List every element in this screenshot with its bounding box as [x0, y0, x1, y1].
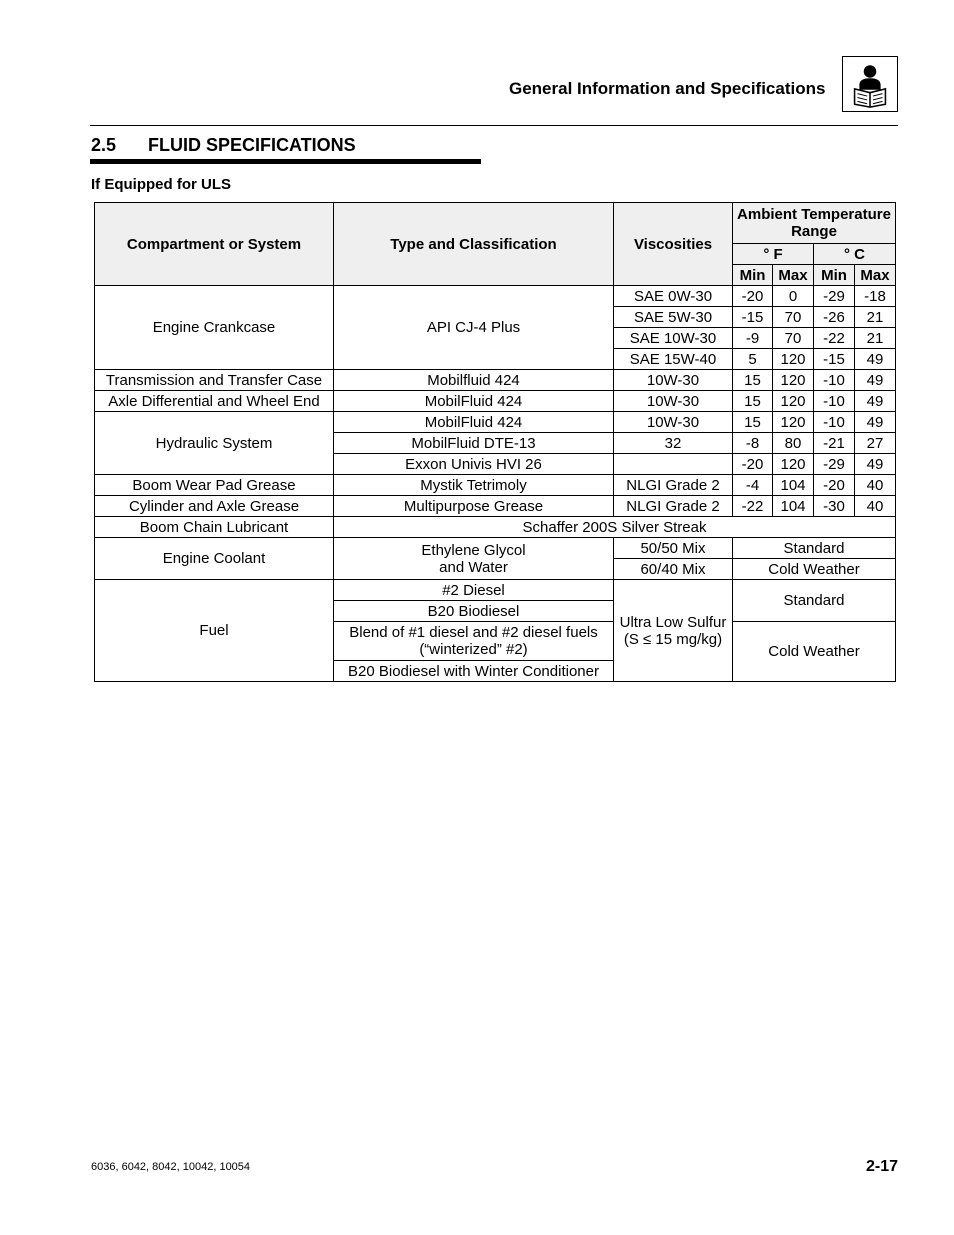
viscosity-cell: 32: [614, 433, 733, 454]
viscosity-cell: SAE 10W-30: [614, 328, 733, 349]
temp-cell: 15: [733, 412, 773, 433]
temp-cell: -21: [814, 433, 855, 454]
type-cell: Multipurpose Grease: [334, 496, 614, 517]
temp-cell: 15: [733, 370, 773, 391]
temp-cell: -10: [814, 391, 855, 412]
type-cell: API CJ-4 Plus: [334, 286, 614, 370]
table-row: [95, 475, 896, 496]
temp-cell: -10: [814, 412, 855, 433]
type-line: and Water: [439, 558, 508, 576]
temp-cell: -8: [733, 433, 773, 454]
compartment-cell: Axle Differential and Wheel End: [95, 391, 334, 412]
page-number: 2-17: [865, 1158, 898, 1175]
temp-cell: 5: [733, 349, 773, 370]
viscosity-cell: [614, 454, 733, 475]
viscosity-cell: 10W-30: [614, 391, 733, 412]
table-row: [95, 286, 896, 307]
temp-cell: 104: [773, 496, 814, 517]
header-max: Max: [855, 265, 896, 286]
type-cell: MobilFluid 424: [334, 412, 614, 433]
header-viscosities: Viscosities: [614, 203, 733, 286]
header-fahrenheit: ° F: [733, 244, 814, 265]
header-row: [95, 203, 896, 244]
temp-cell: -26: [814, 307, 855, 328]
compartment-cell: Engine Coolant: [95, 538, 334, 580]
reader-book-icon: [842, 56, 898, 112]
temp-cell: 120: [773, 349, 814, 370]
compartment-cell: Hydraulic System: [95, 412, 334, 475]
viscosity-line: Ultra Low Sulfur: [619, 613, 727, 631]
temp-cell: 70: [773, 307, 814, 328]
type-cell: MobilFluid 424: [334, 391, 614, 412]
compartment-cell: Boom Wear Pad Grease: [95, 475, 334, 496]
temp-cell: 0: [773, 286, 814, 307]
compartment-cell: Fuel: [95, 580, 334, 682]
type-cell: [334, 538, 614, 580]
type-line: Ethylene Glycol: [421, 541, 526, 559]
temp-cell: 80: [773, 433, 814, 454]
temp-cell: 27: [855, 433, 896, 454]
temp-cell: 49: [855, 370, 896, 391]
temp-cell: -15: [814, 349, 855, 370]
compartment-cell: Transmission and Transfer Case: [95, 370, 334, 391]
viscosity-cell: NLGI Grade 2: [614, 475, 733, 496]
temp-cell: -29: [814, 286, 855, 307]
viscosity-cell: [614, 580, 733, 682]
temp-cell: 104: [773, 475, 814, 496]
range-cell: Standard: [733, 538, 896, 559]
temp-cell: -22: [733, 496, 773, 517]
temp-cell: -10: [814, 370, 855, 391]
viscosity-cell: SAE 0W-30: [614, 286, 733, 307]
temp-cell: 21: [855, 328, 896, 349]
temp-cell: -15: [733, 307, 773, 328]
header-rule: [90, 125, 898, 126]
section-title: FLUID SPECIFICATIONS: [148, 135, 356, 155]
viscosity-cell: SAE 5W-30: [614, 307, 733, 328]
temp-cell: 120: [773, 454, 814, 475]
temp-cell: 15: [733, 391, 773, 412]
type-line: Blend of #1 diesel and #2 diesel fuels: [349, 624, 598, 641]
footer-models: 6036, 6042, 8042, 10042, 10054: [91, 1161, 251, 1173]
type-cell: B20 Biodiesel: [334, 601, 614, 622]
viscosity-cell: 10W-30: [614, 412, 733, 433]
temp-cell: 49: [855, 454, 896, 475]
table-row: [95, 391, 896, 412]
temp-cell: -20: [733, 454, 773, 475]
table-row: [95, 517, 896, 538]
viscosity-cell: SAE 15W-40: [614, 349, 733, 370]
temp-cell: 120: [773, 412, 814, 433]
viscosity-cell: NLGI Grade 2: [614, 496, 733, 517]
temp-cell: 120: [773, 370, 814, 391]
compartment-cell: Cylinder and Axle Grease: [95, 496, 334, 517]
viscosity-line: (S ≤ 15 mg/kg): [623, 630, 723, 648]
header-celsius: ° C: [814, 244, 896, 265]
temp-cell: 120: [773, 391, 814, 412]
temp-cell: 49: [855, 412, 896, 433]
range-cell: Cold Weather: [733, 622, 896, 682]
section-number: 2.5: [91, 135, 117, 155]
temp-cell: 40: [855, 496, 896, 517]
table-row: [95, 370, 896, 391]
temp-cell: -20: [814, 475, 855, 496]
header-type: Type and Classification: [334, 203, 614, 286]
viscosity-cell: 60/40 Mix: [614, 559, 733, 580]
temp-cell: -9: [733, 328, 773, 349]
viscosity-cell: 50/50 Mix: [614, 538, 733, 559]
section-rule: [90, 159, 481, 164]
section-heading: [91, 135, 356, 156]
table-row: [95, 538, 896, 559]
type-cell: [334, 622, 614, 661]
table-row: [95, 496, 896, 517]
page-header-title: General Information and Specifications: [509, 79, 826, 98]
temp-cell: 21: [855, 307, 896, 328]
subheading: If Equipped for ULS: [91, 176, 231, 193]
header-min: Min: [814, 265, 855, 286]
type-cell: #2 Diesel: [334, 580, 614, 601]
temp-cell: -22: [814, 328, 855, 349]
temp-cell: -30: [814, 496, 855, 517]
compartment-cell: Engine Crankcase: [95, 286, 334, 370]
temp-cell: -29: [814, 454, 855, 475]
range-cell: Standard: [733, 580, 896, 622]
temp-cell: 49: [855, 391, 896, 412]
table-row: [95, 580, 896, 601]
header-max: Max: [773, 265, 814, 286]
temp-cell: 49: [855, 349, 896, 370]
range-cell: Cold Weather: [733, 559, 896, 580]
viscosity-cell: 10W-30: [614, 370, 733, 391]
temp-cell: -4: [733, 475, 773, 496]
type-cell: MobilFluid DTE-13: [334, 433, 614, 454]
fluid-spec-table: [94, 202, 896, 682]
temp-cell: -20: [733, 286, 773, 307]
table-row: [95, 412, 896, 433]
header-compartment: Compartment or System: [95, 203, 334, 286]
temp-cell: -18: [855, 286, 896, 307]
type-cell: Schaffer 200S Silver Streak: [334, 517, 896, 538]
type-cell: Mobilfluid 424: [334, 370, 614, 391]
compartment-cell: Boom Chain Lubricant: [95, 517, 334, 538]
header-ambient: Ambient Temperature Range: [733, 203, 896, 244]
type-cell: Exxon Univis HVI 26: [334, 454, 614, 475]
temp-cell: 70: [773, 328, 814, 349]
type-line: (“winterized” #2): [419, 641, 528, 658]
type-cell: Mystik Tetrimoly: [334, 475, 614, 496]
temp-cell: 40: [855, 475, 896, 496]
header-min: Min: [733, 265, 773, 286]
type-cell: B20 Biodiesel with Winter Conditioner: [334, 661, 614, 682]
